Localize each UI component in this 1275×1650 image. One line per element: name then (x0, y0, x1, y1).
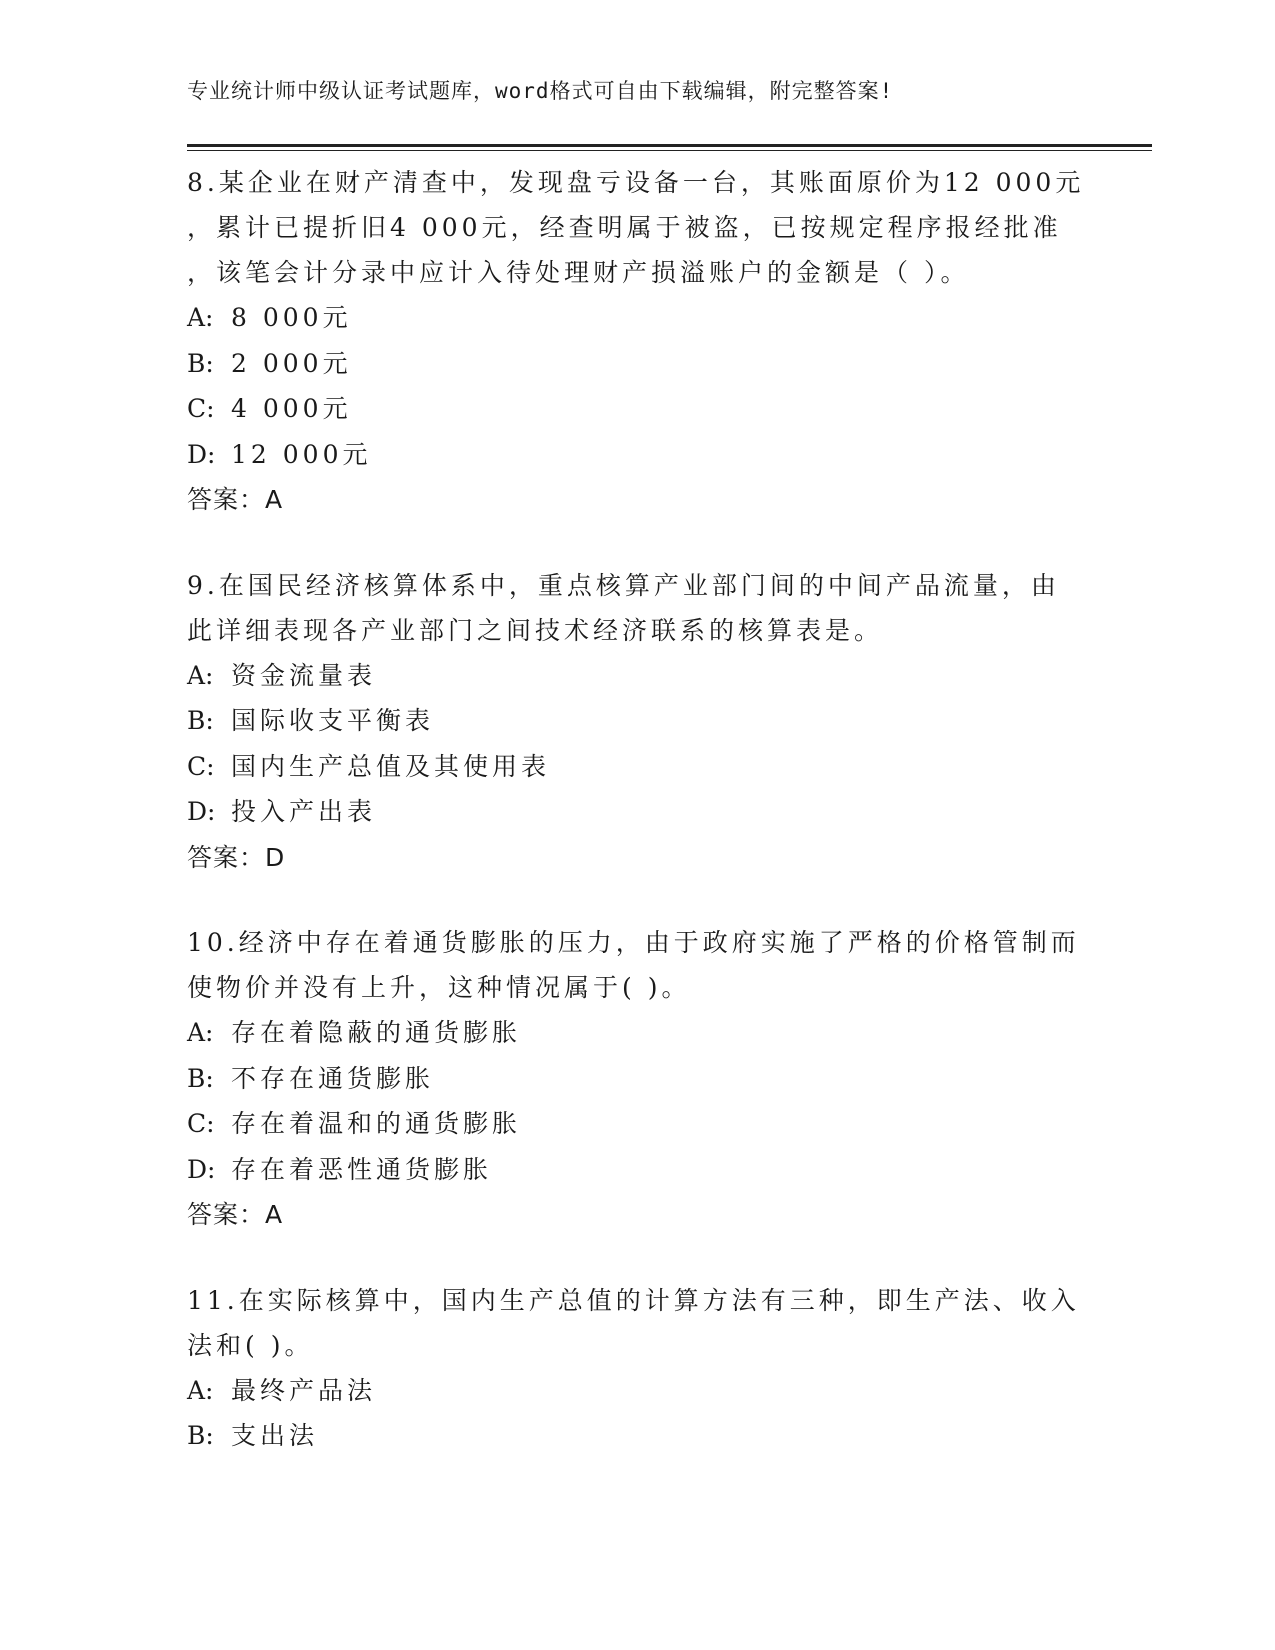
option-text: 存在着隐蔽的通货膨胀 (231, 1018, 522, 1047)
option-b (187, 1056, 1087, 1102)
stem-line: 法和( )。 (187, 1330, 314, 1360)
option-text: 8 000元 (231, 303, 352, 332)
option-letter: A: (187, 303, 214, 332)
stem-line: 11.在实际核算中，国内生产总值的计算方法有三种，即生产法、收入 (187, 1285, 1080, 1315)
question-stem (187, 563, 1087, 653)
option-text: 资金流量表 (231, 660, 377, 690)
option-letter: A: (187, 1018, 214, 1047)
option-letter: B: (187, 1421, 214, 1450)
option-b (187, 698, 1087, 744)
question-stem (187, 160, 1087, 295)
option-d (187, 432, 1087, 478)
option-c (187, 744, 1087, 790)
header-divider-thin (187, 150, 1152, 151)
stem-line: 使物价并没有上升，这种情况属于( )。 (187, 973, 691, 1002)
answer-line: 答案：D (187, 842, 286, 872)
stem-line: 10.经济中存在着通货膨胀的压力，由于政府实施了严格的价格管制而 (187, 928, 1080, 957)
option-text: 不存在通货膨胀 (231, 1063, 435, 1093)
option-letter: A: (187, 660, 214, 690)
option-text: 2 000元 (231, 348, 352, 378)
option-b (187, 341, 1087, 387)
header-divider-thick (187, 144, 1152, 147)
option-letter: B: (187, 348, 214, 378)
question-stem (187, 920, 1087, 1010)
question-9 (187, 563, 1087, 881)
option-letter: A: (187, 1375, 214, 1405)
option-text: 12 000元 (231, 439, 372, 469)
option-letter: D: (187, 439, 216, 469)
option-b (187, 1413, 1087, 1459)
option-c (187, 386, 1087, 432)
option-letter: C: (187, 1109, 215, 1138)
option-text: 4 000元 (231, 394, 352, 423)
page-header: 专业统计师中级认证考试题库，word格式可自由下载编辑，附完整答案! (187, 79, 894, 103)
question-11 (187, 1278, 1087, 1459)
option-a (187, 1368, 1087, 1414)
option-letter: B: (187, 1063, 214, 1093)
stem-line: ，累计已提折旧4 000元，经查明属于被盗，已按规定程序报经批准 (187, 213, 1062, 242)
stem-line: 此详细表现各产业部门之间技术经济联系的核算表是。 (187, 615, 884, 645)
stem-line: 9.在国民经济核算体系中，重点核算产业部门间的中间产品流量，由 (187, 570, 1060, 600)
option-letter: B: (187, 706, 214, 735)
option-a (187, 295, 1087, 341)
stem-line: ，该笔会计分录中应计入待处理财产损溢账户的金额是（ ）。 (187, 258, 970, 287)
option-d (187, 1147, 1087, 1193)
option-a (187, 653, 1087, 699)
answer-line: 答案：A (187, 1200, 284, 1229)
question-list (187, 160, 1087, 1499)
question-10 (187, 920, 1087, 1238)
option-a (187, 1010, 1087, 1056)
option-letter: D: (187, 797, 216, 826)
option-letter: C: (187, 751, 215, 781)
option-letter: C: (187, 394, 215, 423)
option-text: 支出法 (231, 1421, 319, 1450)
option-text: 国内生产总值及其使用表 (231, 751, 551, 781)
option-d (187, 789, 1087, 835)
option-text: 国际收支平衡表 (231, 706, 435, 735)
question-stem (187, 1278, 1087, 1368)
stem-line: 8.某企业在财产清查中，发现盘亏设备一台，其账面原价为12 000元 (187, 168, 1085, 197)
option-text: 最终产品法 (231, 1375, 377, 1405)
option-letter: D: (187, 1154, 216, 1184)
answer-line: 答案：A (187, 485, 284, 514)
option-text: 存在着恶性通货膨胀 (231, 1154, 493, 1184)
option-text: 存在着温和的通货膨胀 (231, 1109, 522, 1138)
option-c (187, 1101, 1087, 1147)
question-8 (187, 160, 1087, 523)
option-text: 投入产出表 (231, 797, 377, 826)
